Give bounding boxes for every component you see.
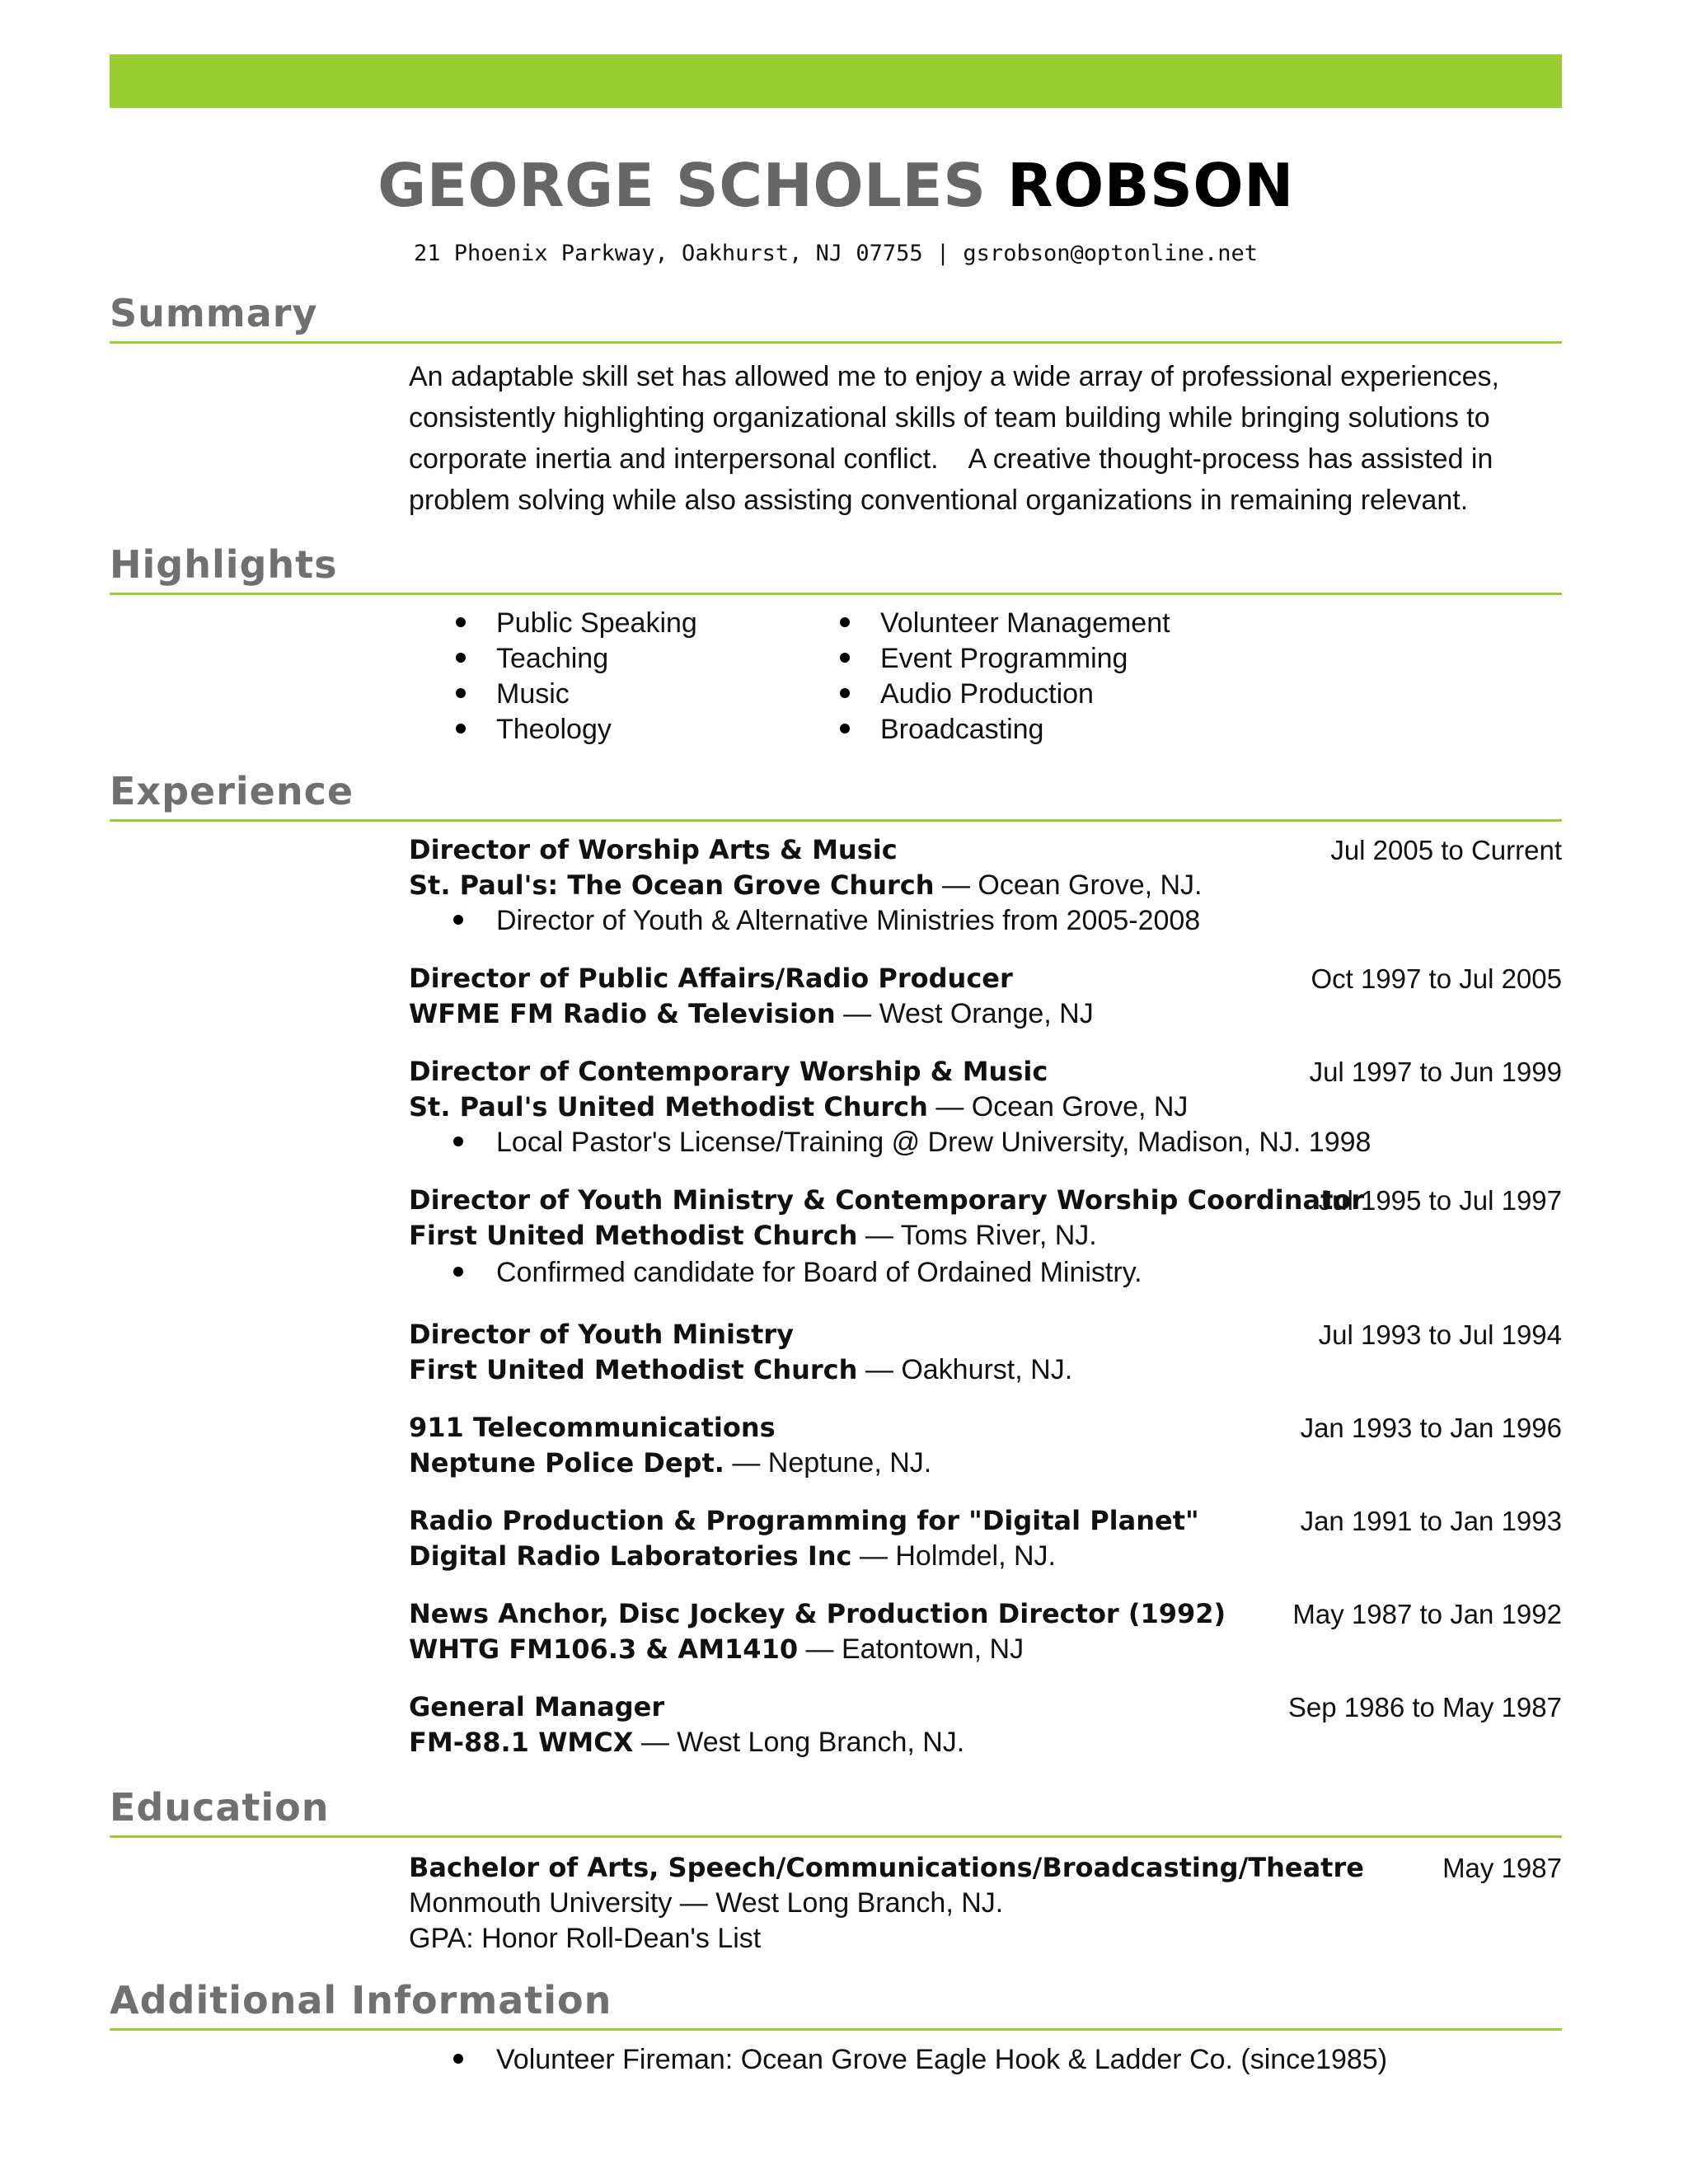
section-title: Summary (110, 291, 318, 335)
bullet-icon (456, 724, 466, 733)
additional-heading (110, 1975, 1562, 2031)
summary-line: An adaptable skill set has allowed me to enjoy a wide array of professional experiences, (409, 361, 1499, 392)
section-title: Highlights (110, 542, 338, 587)
resume-header (110, 140, 1562, 266)
job-date: Jul 1997 to Jun 1999 (1309, 1057, 1562, 1087)
bullet-icon (453, 1267, 463, 1277)
education-entry (409, 1850, 1562, 1966)
job-entry (409, 1317, 1562, 1388)
job-title: Director of Youth Ministry (409, 1319, 794, 1350)
education-date: May 1987 (1442, 1853, 1562, 1883)
list-item: Theology (409, 712, 697, 748)
bullet-icon (840, 688, 850, 698)
job-location: — West Long Branch, NJ. (633, 1727, 965, 1758)
additional-list (409, 2042, 1562, 2078)
job-title: General Manager (409, 1691, 665, 1722)
job-title: Director of Youth Ministry & Contemporary Worship Coordinator (409, 1184, 1365, 1216)
summary-heading (110, 288, 1562, 344)
bullet-icon (456, 617, 466, 627)
section-title: Experience (110, 769, 354, 813)
section-rule (110, 593, 1562, 595)
job-org: St. Paul's: The Ocean Grove Church (409, 869, 935, 901)
job-entry (409, 961, 1562, 1032)
job-note: Director of Youth & Alternative Ministries from 2005-2008 (409, 903, 1562, 939)
section-title: Education (110, 1785, 330, 1830)
job-title: Director of Worship Arts & Music (409, 834, 898, 865)
list-item: Broadcasting (793, 712, 1170, 748)
job-title: 911 Telecommunications (409, 1412, 776, 1443)
section-rule (110, 1835, 1562, 1838)
bullet-icon (840, 724, 850, 733)
contact-line: 21 Phoenix Parkway, Oakhurst, NJ 07755 | gsrobson@optonline.net (413, 241, 1259, 266)
list-item: Audio Production (793, 677, 1170, 712)
accent-bar (110, 54, 1562, 108)
list-item: Music (409, 677, 697, 712)
job-org: FM-88.1 WMCX (409, 1727, 634, 1758)
education-heading (110, 1783, 1562, 1838)
gpa: GPA: Honor Roll-Dean's List (409, 1923, 762, 1954)
name-first: GEORGE SCHOLES (377, 151, 987, 220)
experience-heading (110, 766, 1562, 822)
section-rule (110, 2028, 1562, 2031)
section-title: Additional Information (110, 1978, 612, 2022)
job-location: — Toms River, NJ. (857, 1220, 1097, 1251)
summary-line: corporate inertia and interpersonal conflict. A creative thought-process has assisted in (409, 443, 1493, 475)
job-date: Jul 1995 to Jul 1997 (1318, 1185, 1562, 1216)
highlights-col-left (409, 606, 697, 748)
job-entry (409, 1503, 1562, 1574)
bullet-icon (453, 2054, 463, 2064)
job-location: — Ocean Grove, NJ (927, 1091, 1189, 1122)
job-location: — Oakhurst, NJ. (857, 1354, 1073, 1385)
job-org: WFME FM Radio & Television (409, 998, 836, 1029)
job-location: — Neptune, NJ. (724, 1447, 932, 1479)
job-entry (409, 1690, 1562, 1760)
job-org: First United Methodist Church (409, 1354, 858, 1385)
job-location: — Ocean Grove, NJ. (934, 869, 1203, 901)
bullet-icon (840, 653, 850, 663)
degree: Bachelor of Arts, Speech/Communications/Broadcasting/Theatre (409, 1852, 1364, 1883)
list-item: Event Programming (793, 641, 1170, 677)
list-item: Teaching (409, 641, 697, 677)
job-date: Sep 1986 to May 1987 (1287, 1692, 1562, 1722)
job-org: Digital Radio Laboratories Inc (409, 1540, 852, 1572)
summary-text (409, 356, 1562, 521)
job-date: Jul 1993 to Jul 1994 (1318, 1319, 1562, 1350)
job-location: — Eatontown, NJ (798, 1633, 1025, 1665)
section-rule (110, 341, 1562, 344)
job-title: Radio Production & Programming for "Digital Planet" (409, 1505, 1199, 1536)
job-entry (409, 832, 1562, 939)
job-location: — West Orange, NJ (835, 998, 1094, 1029)
job-org: St. Paul's United Methodist Church (409, 1091, 928, 1122)
job-date: Jul 2005 to Current (1330, 835, 1562, 865)
job-note: Confirmed candidate for Board of Ordained Ministry. (409, 1255, 1562, 1291)
job-location: — Holmdel, NJ. (851, 1540, 1056, 1572)
bullet-icon (453, 915, 463, 925)
job-org: WHTG FM106.3 & AM1410 (409, 1633, 799, 1665)
school: Monmouth University — West Long Branch, NJ. (409, 1887, 1004, 1919)
experience-list (409, 832, 1562, 1760)
summary-line: consistently highlighting organizational skills of team building while bringing solutions to (409, 402, 1490, 434)
job-org: First United Methodist Church (409, 1220, 858, 1251)
highlights-list (409, 606, 1562, 754)
list-item: Volunteer Fireman: Ocean Grove Eagle Hook & Ladder Co. (since1985) (409, 2042, 1562, 2078)
section-rule (110, 819, 1562, 822)
job-title: Director of Contemporary Worship & Music (409, 1056, 1048, 1087)
list-item: Public Speaking (409, 606, 697, 641)
bullet-icon (840, 617, 850, 627)
candidate-name (110, 140, 1562, 231)
job-note: Local Pastor's License/Training @ Drew University, Madison, NJ. 1998 (409, 1125, 1562, 1160)
job-date: Jan 1991 to Jan 1993 (1300, 1506, 1562, 1536)
list-item: Volunteer Management (793, 606, 1170, 641)
job-date: May 1987 to Jan 1992 (1292, 1599, 1562, 1629)
highlights-heading (110, 540, 1562, 595)
job-entry (409, 1183, 1562, 1291)
summary-line: problem solving while also assisting conventional organizations in remaining relevant. (409, 485, 1469, 516)
job-entry (409, 1410, 1562, 1481)
bullet-icon (456, 688, 466, 698)
job-title: Director of Public Affairs/Radio Producer (409, 963, 1013, 994)
name-last: ROBSON (1007, 151, 1294, 220)
job-title: News Anchor, Disc Jockey & Production Director (1992) (409, 1598, 1226, 1629)
bullet-icon (456, 653, 466, 663)
job-entry (409, 1054, 1562, 1160)
job-entry (409, 1596, 1562, 1667)
job-org: Neptune Police Dept. (409, 1447, 724, 1479)
job-date: Jan 1993 to Jan 1996 (1300, 1413, 1562, 1443)
highlights-col-right (793, 606, 1170, 748)
bullet-icon (453, 1137, 463, 1146)
job-date: Oct 1997 to Jul 2005 (1311, 963, 1562, 994)
